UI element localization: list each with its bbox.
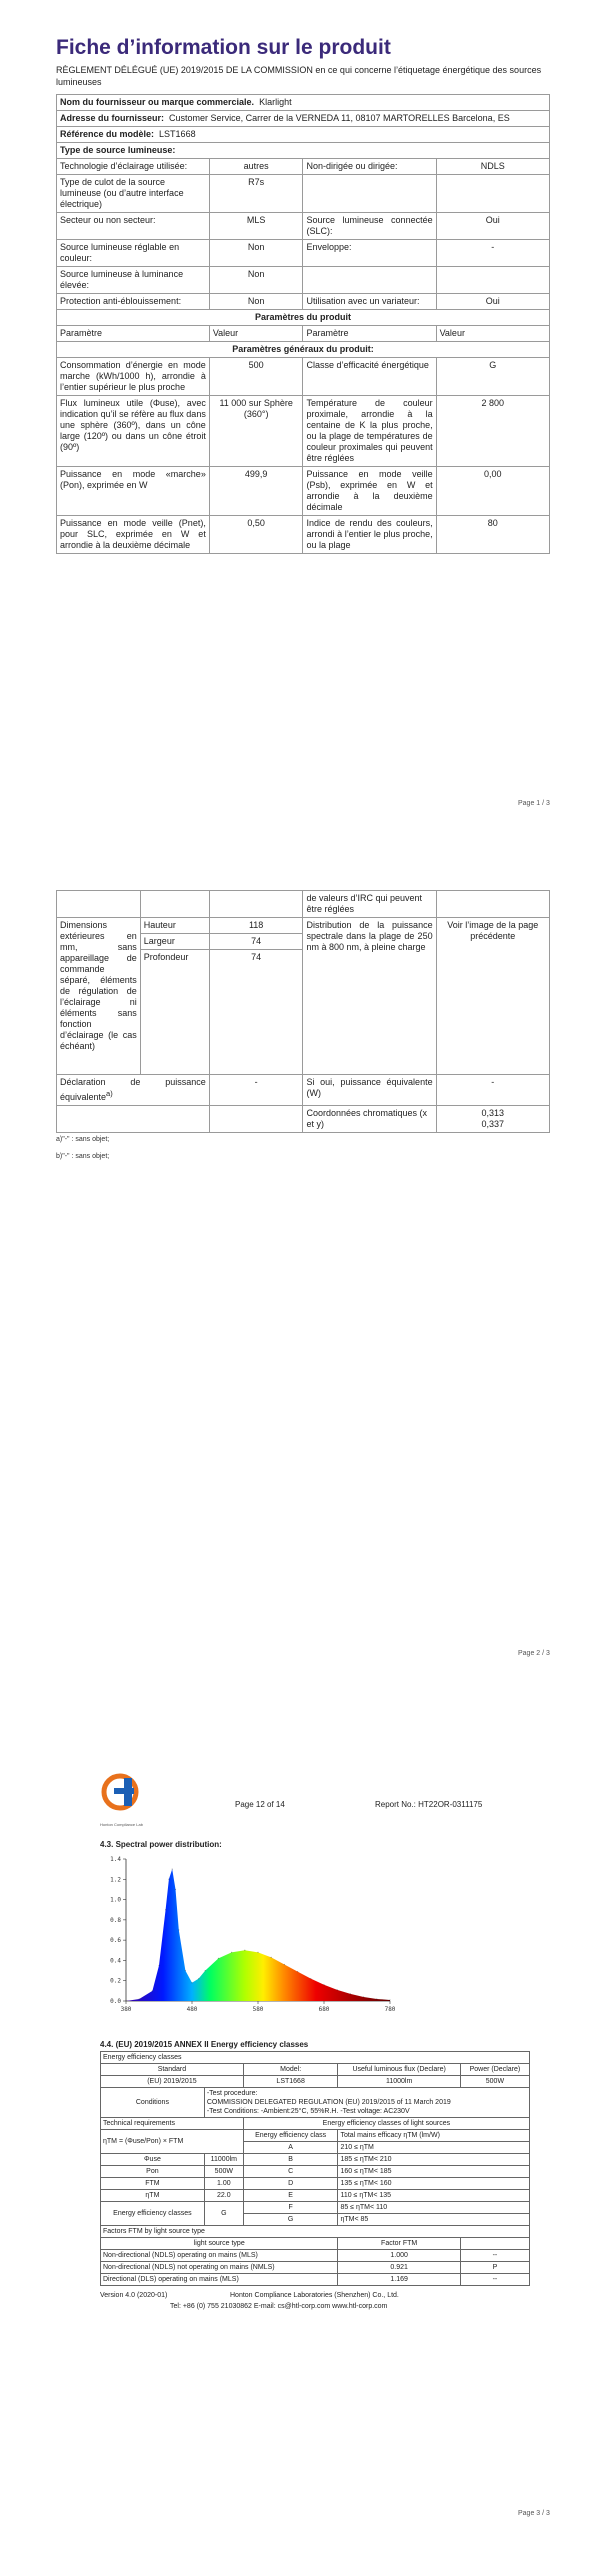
equiv-yes-label: Si oui, puissance équivalente (W) xyxy=(303,1075,436,1106)
spd-data-point xyxy=(257,1952,258,1953)
tech-req: Technical requirements xyxy=(101,2118,244,2130)
col-value-2: Valeur xyxy=(436,326,549,342)
params-heading: Paramètres du produit xyxy=(57,310,550,326)
factor-row-type: Non-directional (NDLS) not operating on mains (NMLS) xyxy=(101,2262,338,2274)
spd-data-point xyxy=(218,1958,219,1959)
cond-1: -Test procedure: xyxy=(206,2090,258,2097)
flux-v: 11000lm xyxy=(338,2076,460,2088)
highlum-value: Non xyxy=(209,267,303,294)
dimmer-value: Oui xyxy=(436,294,549,310)
range-e: 110 ≤ ηTM< 135 xyxy=(338,2190,530,2202)
ftm-value: 1.00 xyxy=(204,2178,243,2190)
spectral-value: Voir l’image de la page précédente xyxy=(436,918,549,1075)
model-label: Référence du modèle: xyxy=(60,129,155,139)
spd-data-point xyxy=(350,1993,351,1994)
spd-data-point xyxy=(205,1970,206,1971)
class-e: E xyxy=(243,2190,338,2202)
width-value: 74 xyxy=(209,934,303,950)
y-tick-label: 0.2 xyxy=(110,1977,121,1985)
glare-value: Non xyxy=(209,294,303,310)
envelope-value: - xyxy=(436,240,549,267)
power-value: 499,9 xyxy=(209,467,303,516)
spd-data-point xyxy=(376,1998,377,1999)
regulation-line: RÈGLEMENT DÉLÉGUÉ (UE) 2019/2015 DE LA COMMISSION en ce qui concerne l’étiquetage énergétique des sources lumineuses xyxy=(56,65,542,87)
chroma-x: 0,313 xyxy=(481,1108,505,1118)
cri-value: 80 xyxy=(436,516,549,554)
factor-row-value: 1.169 xyxy=(338,2274,460,2286)
equiv-yes-value: - xyxy=(436,1075,549,1106)
power-h: Power (Declare) xyxy=(460,2064,529,2076)
y-tick-label: 1.0 xyxy=(110,1896,121,1904)
spd-data-point xyxy=(363,1996,364,1997)
tech-label: Technologie d’éclairage utilisée: xyxy=(57,159,210,175)
spd-data-point xyxy=(178,1929,179,1930)
energy-label: Consommation d’énergie en mode marche (kWh/1000 h), arrondie à l’entier supérieur le plus proche xyxy=(57,358,210,396)
y-tick-label: 0.4 xyxy=(110,1957,121,1965)
range-f: 85 ≤ ηTM< 110 xyxy=(338,2202,530,2214)
y-tick-label: 0.6 xyxy=(110,1937,121,1945)
pon-label: Pon xyxy=(101,2166,205,2178)
standard-h: Standard xyxy=(101,2064,244,2076)
standard-v: (EU) 2019/2015 xyxy=(101,2076,244,2088)
x-tick-label: 580 xyxy=(252,2006,264,2013)
spd-data-point xyxy=(337,1989,338,1990)
general-heading: Paramètres généraux du produit: xyxy=(57,342,550,358)
nondir-label: Non-dirigée ou dirigée: xyxy=(303,159,436,175)
spd-data-point xyxy=(175,1889,176,1890)
type-heading: Type de source lumineuse: xyxy=(57,143,550,159)
cond-3: -Test Conditions: -Ambient:25°C, 55%R.H. -Test voltage: AC230V xyxy=(206,2108,410,2115)
eta-label: ηTM xyxy=(101,2190,205,2202)
cri-label: Indice de rendu des couleurs, arrondi à l’entier le plus proche, ou la plage xyxy=(303,516,436,554)
x-tick-label: 480 xyxy=(186,2006,198,2013)
factor-row-mark: -- xyxy=(460,2250,529,2262)
ftm-label: FTM xyxy=(101,2178,205,2190)
ee-classes: Energy efficiency classes xyxy=(101,2052,530,2064)
cct-value: 2 800 xyxy=(436,396,549,467)
spd-heading: 4.3. Spectral power distribution: xyxy=(100,1840,222,1849)
factor-h: Factor FTM xyxy=(338,2238,460,2250)
power-label: Puissance en mode «marche» (Pon), exprimée en W xyxy=(57,467,210,516)
phi-label: Φuse xyxy=(101,2154,205,2166)
nondir-value: NDLS xyxy=(436,159,549,175)
connected-label: Source lumineuse connectée (SLC): xyxy=(303,213,436,240)
colour-label: Source lumineuse réglable en couleur: xyxy=(57,240,210,267)
footnote-a: a)"-" : sans objet; xyxy=(56,1136,110,1143)
model-h: Model: xyxy=(243,2064,338,2076)
x-tick-label: 380 xyxy=(120,2006,132,2013)
cap-value: R7s xyxy=(209,175,303,213)
class-d: D xyxy=(243,2178,338,2190)
range-c: 160 ≤ ηTM< 185 xyxy=(338,2166,530,2178)
eta-value: 22.0 xyxy=(204,2190,243,2202)
highlum-label: Source lumineuse à luminance élevée: xyxy=(57,267,210,294)
spd-data-point xyxy=(198,1978,199,1979)
tech-value: autres xyxy=(209,159,303,175)
report-header xyxy=(100,1770,530,1830)
cri-cont: de valeurs d’IRC qui peuvent être réglées xyxy=(303,891,436,918)
address-value: Customer Service, Carrer de la VERNEDA 11, 08107 MARTORELLES Barcelona, ES xyxy=(169,113,510,123)
conditions-h: Conditions xyxy=(101,2088,205,2118)
version: Version 4.0 (2020-01) xyxy=(100,2292,168,2299)
spd-data-point xyxy=(185,1970,186,1971)
annex-heading: 4.4. (EU) 2019/2015 ANNEX II Energy efficiency classes xyxy=(100,2040,309,2049)
class-c: C xyxy=(243,2166,338,2178)
eec-value: G xyxy=(204,2202,243,2226)
depth-value: 74 xyxy=(209,950,303,1075)
cond-2: COMMISSION DELEGATED REGULATION (EU) 2019/2015 of 11 March 2019 xyxy=(206,2099,451,2106)
connected-value: Oui xyxy=(436,213,549,240)
class-label: Classe d’efficacité énergétique xyxy=(303,358,436,396)
x-tick-label: 680 xyxy=(318,2006,330,2013)
phi-value: 11000lm xyxy=(204,2154,243,2166)
equiv-sup: a) xyxy=(106,1089,113,1098)
eta-formula: ηTM = (Φuse/Pon) × FTM xyxy=(101,2130,244,2154)
class-g: G xyxy=(243,2214,338,2226)
spd-data-point xyxy=(310,1978,311,1979)
page-1 xyxy=(56,36,550,554)
colour-value: Non xyxy=(209,240,303,267)
factor-row-mark: P xyxy=(460,2262,529,2274)
col-param-1: Paramètre xyxy=(57,326,210,342)
doc-title: Fiche d’information sur le produit xyxy=(56,36,391,59)
spd-data-point xyxy=(158,1965,159,1966)
standby-label: Puissance en mode veille (Psb), exprimée en W et arrondie à la deuxième décimale xyxy=(303,467,436,516)
total-eff-h: Total mains efficacy ηTM (lm/W) xyxy=(338,2130,530,2142)
spd-data-point xyxy=(244,1950,245,1951)
spd-chart xyxy=(100,1851,400,2021)
col-value-1: Valeur xyxy=(209,326,303,342)
height-value: 118 xyxy=(209,918,303,934)
company: Honton Compliance Laboratories (Shenzhen) Co., Ltd. xyxy=(230,2292,399,2299)
spd-data-point xyxy=(271,1957,272,1958)
supplier-value: Klarlight xyxy=(259,97,292,107)
report-footer xyxy=(100,2292,530,2310)
contact: Tel: +86 (0) 755 21030862 E-mail: cs@htl-corp.com www.htl-corp.com xyxy=(170,2303,388,2310)
ee-of-ls: Energy efficiency classes of light sources xyxy=(243,2118,529,2130)
x-tick-label: 780 xyxy=(384,2006,396,2013)
width-label: Largeur xyxy=(140,934,209,950)
model-v: LST1668 xyxy=(243,2076,338,2088)
factor-row-value: 1.000 xyxy=(338,2250,460,2262)
spd-data-point xyxy=(152,1990,153,1991)
range-b: 185 ≤ ηTM< 210 xyxy=(338,2154,530,2166)
power-v: 500W xyxy=(460,2076,529,2088)
class-f: F xyxy=(243,2202,338,2214)
energy-class-table xyxy=(100,2051,530,2286)
spd-data-point xyxy=(165,1909,166,1910)
page-number-1: Page 1 / 3 xyxy=(518,800,550,807)
ee-class-h: Energy efficiency class xyxy=(243,2130,338,2142)
range-a: 210 ≤ ηTM xyxy=(338,2142,530,2154)
y-tick-label: 1.2 xyxy=(110,1876,121,1884)
envelope-label: Enveloppe: xyxy=(303,240,436,267)
standby-value: 0,00 xyxy=(436,467,549,516)
chroma-y: 0,337 xyxy=(481,1119,505,1129)
ls-type-h: light source type xyxy=(101,2238,338,2250)
flux-h: Useful luminous flux (Declare) xyxy=(338,2064,460,2076)
page-2 xyxy=(56,890,550,1161)
netstandby-value: 0,50 xyxy=(209,516,303,554)
spectral-label: Distribution de la puissance spectrale dans la plage de 250 nm à 800 nm, à pleine charge xyxy=(303,918,436,1075)
factors-h: Factors FTM by light source type xyxy=(101,2226,530,2238)
spd-data-point xyxy=(139,1998,140,1999)
report-no: Report No.: HT22OR-0311175 xyxy=(375,1800,483,1809)
chroma-label: Coordonnées chromatiques (x et y) xyxy=(303,1106,436,1133)
y-tick-label: 0.8 xyxy=(110,1916,121,1924)
spd-data-point xyxy=(168,1879,169,1880)
flux-value: 11 000 sur Sphère (360°) xyxy=(209,396,303,467)
spd-data-point xyxy=(323,1984,324,1985)
equiv-label: Déclaration de puissance équivalente xyxy=(60,1077,206,1102)
footnote-b: b)"-" : sans objet; xyxy=(56,1153,110,1160)
equiv-value: - xyxy=(209,1075,303,1106)
spd-data-point xyxy=(125,2000,126,2001)
mains-label: Secteur ou non secteur: xyxy=(57,213,210,240)
page-number-3: Page 3 / 3 xyxy=(518,2510,550,2517)
page-of: Page 12 of 14 xyxy=(235,1800,285,1809)
height-label: Hauteur xyxy=(140,918,209,934)
spd-data-point xyxy=(172,1869,173,1870)
factor-row-type: Directional (DLS) operating on mains (MLS) xyxy=(101,2274,338,2286)
cap-label: Type de culot de la source lumineuse (ou d’autre interface électrique) xyxy=(57,175,210,213)
dims-label: Dimensions extérieures en mm, sans appareillage de commande séparé, éléments de régulation de l’éclairage ni éléments sans fonction d’éclairage (le cas échéant) xyxy=(57,918,141,1075)
flux-label: Flux lumineux utile (Φuse), avec indication qu’il se réfère au flux dans une sphère (360º), dans un cône large (120º) ou dans un cône étroit (90º) xyxy=(57,396,210,467)
continuation-table xyxy=(56,890,550,1133)
eec-label: Energy efficiency classes xyxy=(101,2202,205,2226)
class-a: A xyxy=(243,2142,338,2154)
range-g: ηTM< 85 xyxy=(338,2214,530,2226)
address-label: Adresse du fournisseur: xyxy=(60,113,165,123)
factor-row-value: 0.921 xyxy=(338,2262,460,2274)
spd-data-point xyxy=(284,1964,285,1965)
supplier-table xyxy=(56,94,550,554)
col-param-2: Paramètre xyxy=(303,326,436,342)
company-logo xyxy=(100,1770,148,1818)
dimmer-label: Utilisation avec un variateur: xyxy=(303,294,436,310)
factor-row-mark: -- xyxy=(460,2274,529,2286)
factor-row-type: Non-directional (NDLS) operating on mains (MLS) xyxy=(101,2250,338,2262)
y-tick-label: 0.0 xyxy=(110,1998,121,2005)
logo-text: Honton Compliance Lab xyxy=(100,1822,143,1827)
spd-data-point xyxy=(191,1982,192,1983)
spd-data-point xyxy=(297,1971,298,1972)
energy-value: 500 xyxy=(209,358,303,396)
class-b: B xyxy=(243,2154,338,2166)
model-value: LST1668 xyxy=(159,129,196,139)
mains-value: MLS xyxy=(209,213,303,240)
depth-label: Profondeur xyxy=(140,950,209,1075)
page-number-2: Page 2 / 3 xyxy=(518,1650,550,1657)
glare-label: Protection anti-éblouissement: xyxy=(57,294,210,310)
y-tick-label: 1.4 xyxy=(110,1856,121,1863)
range-d: 135 ≤ ηTM< 160 xyxy=(338,2178,530,2190)
netstandby-label: Puissance en mode veille (Pnet), pour SLC, exprimée en W et arrondie à la deuxième décimale xyxy=(57,516,210,554)
class-value: G xyxy=(436,358,549,396)
pon-value: 500W xyxy=(204,2166,243,2178)
spd-series-area xyxy=(126,1869,390,2001)
supplier-label: Nom du fournisseur ou marque commerciale. xyxy=(60,97,255,107)
spd-data-point xyxy=(231,1952,232,1953)
cct-label: Température de couleur proximale, arrondie à la centaine de K la plus proche, ou la plage de températures de couleur proximales qui peuvent être réglées xyxy=(303,396,436,467)
page-3 xyxy=(100,1770,530,2310)
spd-data-point xyxy=(389,1999,390,2000)
